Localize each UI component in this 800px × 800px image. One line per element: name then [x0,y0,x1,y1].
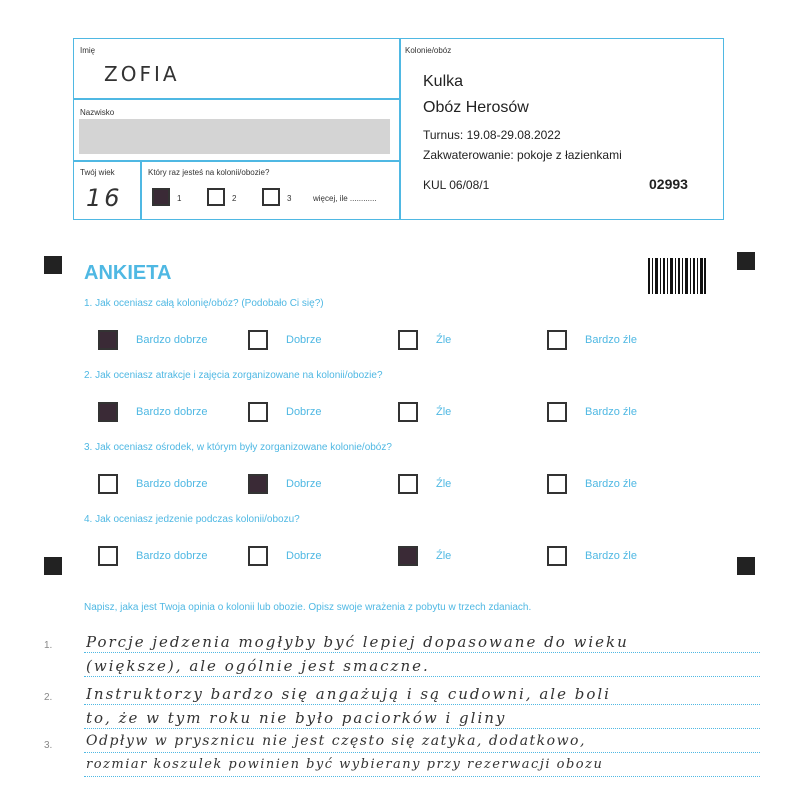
answer-3-line2-rule [84,776,760,777]
question-2-option-label-3: Źle [436,406,452,418]
question-3-option-label-4: Bardzo źle [585,478,637,490]
question-2-checkbox-4[interactable] [547,402,567,422]
registration-marker-top-right [737,252,755,270]
form-number: 02993 [649,176,688,192]
name-divider [73,98,400,100]
answer-3-line2[interactable]: rozmiar koszulek powinien być wybierany przy rezerwacji obozu [86,757,604,772]
answer-3-number: 3. [44,740,53,751]
answer-2-number: 2. [44,692,53,703]
question-3-checkbox-1[interactable] [98,474,118,494]
answer-1-line2-rule [84,676,760,677]
name-label: Imię [80,46,96,55]
camp-company: Kulka [423,73,464,90]
answer-2-line1-rule [84,704,760,705]
question-1-text: 1. Jak oceniasz całą kolonię/obóz? (Podobało Ci się?) [84,298,324,309]
answer-1-number: 1. [44,640,53,651]
times-option-3: 3 [287,194,292,203]
question-3-checkbox-2[interactable] [248,474,268,494]
question-3-option-label-2: Dobrze [286,478,322,490]
answer-3-line1-rule [84,752,760,753]
question-1-option-label-2: Dobrze [286,334,322,346]
answer-1-line1[interactable]: Porcje jedzenia mogłyby być lepiej dopasowane do wieku [86,633,629,651]
times-checkbox-2[interactable] [207,188,225,206]
answer-2-line2[interactable]: to, że w tym roku nie było paciorków i gliny [86,709,507,727]
question-1-option-label-3: Źle [436,334,452,346]
times-checkbox-1[interactable] [152,188,170,206]
question-2-option-label-1: Bardzo dobrze [136,406,208,418]
accommodation: Zakwaterowanie: pokoje z łazienkami [423,148,622,162]
answer-2-line2-rule [84,728,760,729]
age-divider [140,160,142,220]
age-value[interactable]: 16 [86,184,123,212]
survey-title: ANKIETA [84,262,172,284]
question-3-checkbox-3[interactable] [398,474,418,494]
name-value[interactable]: ZOFIA [104,62,180,86]
surname-divider [73,160,400,162]
answer-1-line1-rule [84,652,760,653]
question-2-checkbox-3[interactable] [398,402,418,422]
question-4-option-label-1: Bardzo dobrze [136,550,208,562]
times-more-label: więcej, ile ............ [313,194,377,203]
question-3-text: 3. Jak oceniasz ośrodek, w którym były zorganizowane kolonie/obóz? [84,442,392,453]
question-3-option-label-1: Bardzo dobrze [136,478,208,490]
answer-2-line1[interactable]: Instruktorzy bardzo się angażują i są cudowni, ale boli [86,685,611,703]
question-4-checkbox-3[interactable] [398,546,418,566]
times-label: Który raz jesteś na kolonii/obozie? [148,168,270,177]
question-4-checkbox-1[interactable] [98,546,118,566]
question-1-checkbox-4[interactable] [547,330,567,350]
question-3-checkbox-4[interactable] [547,474,567,494]
question-4-option-label-4: Bardzo źle [585,550,637,562]
question-1-checkbox-2[interactable] [248,330,268,350]
opinion-prompt: Napisz, jaka jest Twoja opinia o kolonii lub obozie. Opisz swoje wrażenia z pobytu w trzech zdaniach. [84,602,532,613]
question-4-checkbox-2[interactable] [248,546,268,566]
question-3-option-label-3: Źle [436,478,452,490]
question-2-text: 2. Jak oceniasz atrakcje i zajęcia zorganizowane na kolonii/obozie? [84,370,383,381]
surname-label: Nazwisko [80,108,115,117]
times-checkbox-3[interactable] [262,188,280,206]
turnus: Turnus: 19.08-29.08.2022 [423,128,561,142]
camp-label: Kolonie/obóz [405,46,452,55]
question-4-option-label-2: Dobrze [286,550,322,562]
registration-marker-top-left [44,256,62,274]
question-1-checkbox-3[interactable] [398,330,418,350]
question-2-checkbox-2[interactable] [248,402,268,422]
registration-marker-bottom-left [44,557,62,575]
header-divider [399,38,401,220]
question-4-option-label-3: Źle [436,550,452,562]
question-2-option-label-4: Bardzo źle [585,406,637,418]
question-1-option-label-4: Bardzo źle [585,334,637,346]
question-4-text: 4. Jak oceniasz jedzenie podczas kolonii/obozu? [84,514,300,525]
times-option-1: 1 [177,194,182,203]
question-2-option-label-2: Dobrze [286,406,322,418]
camp-name: Obóz Herosów [423,99,529,116]
surname-field-redacted [79,119,390,154]
answer-3-line1[interactable]: Odpływ w prysznicu nie jest często się zatyka, dodatkowo, [86,733,586,749]
question-4-checkbox-4[interactable] [547,546,567,566]
age-label: Twój wiek [80,168,115,177]
question-1-option-label-1: Bardzo dobrze [136,334,208,346]
registration-marker-bottom-right [737,557,755,575]
question-1-checkbox-1[interactable] [98,330,118,350]
question-2-checkbox-1[interactable] [98,402,118,422]
camp-code: KUL 06/08/1 [423,178,490,192]
times-option-2: 2 [232,194,237,203]
answer-1-line2[interactable]: (większe), ale ogólnie jest smaczne. [86,657,430,675]
barcode-icon [648,258,706,294]
